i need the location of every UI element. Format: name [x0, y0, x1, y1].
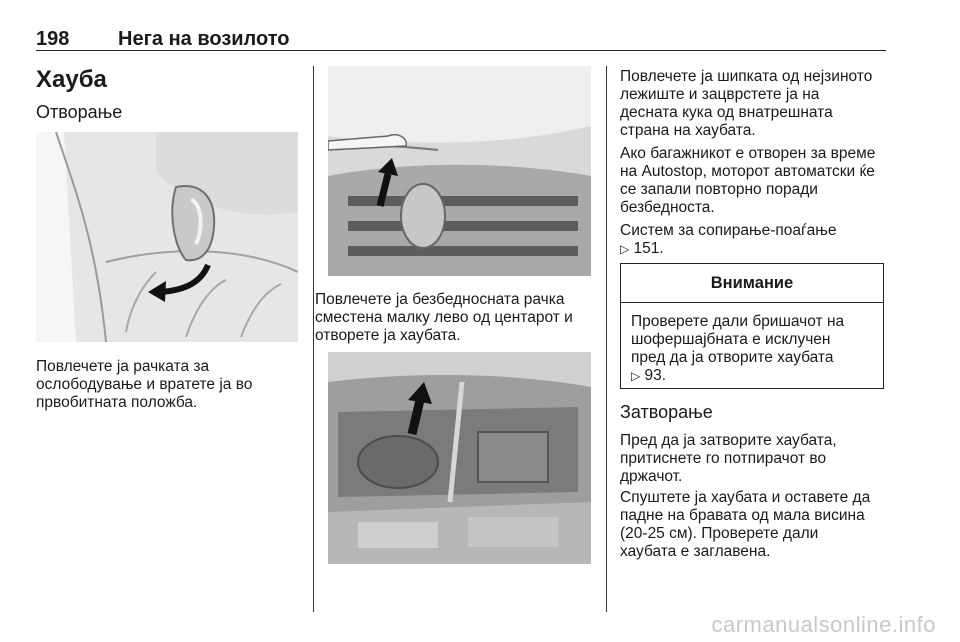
page-reference-link[interactable]: 93.	[644, 367, 667, 384]
section-title: Хауба	[36, 66, 107, 93]
caption-safety-catch: Повлечете ја безбедносната рачка сместена малку лево од центарот и отворете ја хаубата.	[315, 291, 573, 344]
paragraph-closing-2: Спуштете ја хаубата и оставете да падне на бравата од мала висина (20-25 см). Проверете дали хаубата е заглавена.	[620, 489, 871, 560]
page-header	[36, 28, 886, 51]
paragraph-prop-rod: Повлечете ја шипката од нејзиното лежиште и зацврстете ја на десната кука од внатрешната страна на хаубата.	[620, 68, 873, 139]
reference-arrow-icon: ▷	[620, 242, 630, 256]
caption-release-handle: Повлечете ја рачката за ослободување и вратете ја во првобитната положба.	[36, 358, 253, 411]
hood-safety-catch-image	[328, 66, 591, 276]
reference-arrow-icon: ▷	[631, 369, 641, 383]
column-divider-right	[606, 66, 607, 612]
paragraph-stop-start-ref: Систем за сопирање-поаѓање ▷ 151.	[620, 222, 837, 257]
page-reference-link[interactable]: 151.	[633, 240, 664, 257]
chapter-title: Нега на возилото	[118, 28, 290, 50]
closing-heading: Затворање	[620, 402, 713, 422]
hood-release-handle-image	[36, 132, 298, 342]
caution-text: Проверете дали бришачот на шофершајбната е исклучен пред да ја отворите хаубата ▷ 93.	[631, 313, 845, 384]
page-number: 198	[36, 28, 70, 50]
watermark-text: carmanualsonline.info	[711, 612, 936, 637]
paragraph-closing-1: Пред да ја затворите хаубата, притиснете го потпирачот во држачот.	[620, 432, 837, 485]
column-divider-left	[313, 66, 314, 612]
section-subtitle: Отворање	[36, 102, 123, 122]
hood-prop-rod-image	[328, 352, 591, 564]
paragraph-autostop: Ако багажникот е отворен за време на Autostop, моторот автоматски ќе се запали повторно поради безбедноста.	[620, 145, 876, 216]
caution-title: Внимание	[621, 264, 883, 303]
caution-box	[620, 263, 884, 389]
